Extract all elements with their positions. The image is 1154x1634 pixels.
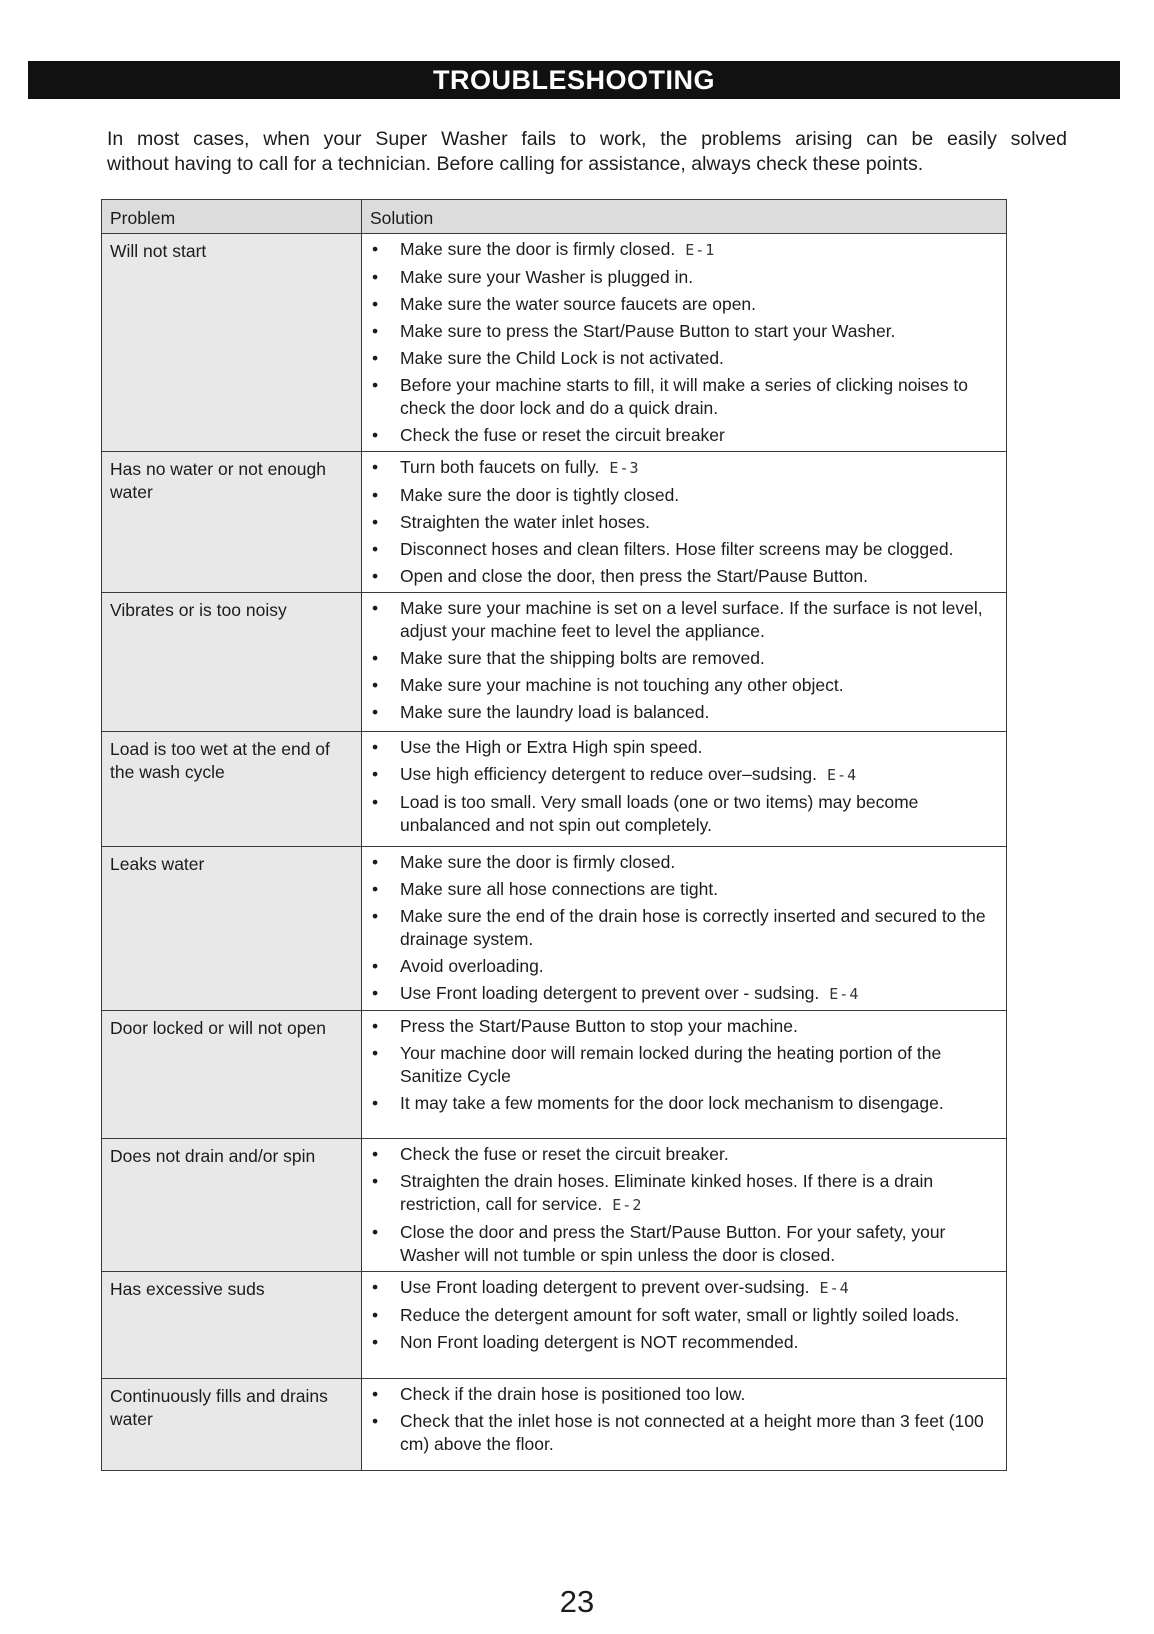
solution-text: Close the door and press the Start/Pause Button. For your safety, your Washer will not tumble or spin unless the door is closed. (400, 1222, 946, 1265)
solution-text: Make sure your Washer is plugged in. (400, 267, 694, 287)
solution-text: Press the Start/Pause Button to stop your machine. (400, 1016, 798, 1036)
problem-column-header: Problem (102, 200, 362, 234)
solution-text: Check the fuse or reset the circuit breaker. (400, 1144, 729, 1164)
solution-text: Check if the drain hose is positioned too low. (400, 1384, 746, 1404)
bullet-icon: • (372, 294, 379, 314)
error-code: E-1 (685, 241, 716, 259)
bullet-icon: • (372, 239, 379, 259)
solution-text: Use the High or Extra High spin speed. (400, 737, 703, 757)
solution-item (370, 763, 1000, 787)
bullet-icon: • (372, 267, 379, 287)
bullet-icon: • (372, 675, 379, 695)
solution-item (370, 736, 1000, 759)
error-code: E-4 (829, 985, 860, 1003)
bullet-icon: • (372, 852, 379, 872)
bullet-icon: • (372, 648, 379, 668)
bullet-icon: • (372, 425, 379, 445)
bullet-icon: • (372, 983, 379, 1003)
table-row (102, 593, 1007, 732)
solution-item (370, 1276, 1000, 1300)
solution-item (370, 293, 1000, 316)
table-row (102, 452, 1007, 593)
solution-text: Check that the inlet hose is not connected at a height more than 3 feet (100 cm) above the floor. (400, 1411, 984, 1454)
solution-item (370, 511, 1000, 534)
solution-item (370, 1143, 1000, 1166)
bullet-icon: • (372, 321, 379, 341)
bullet-icon: • (372, 512, 379, 532)
solution-item (370, 1331, 1000, 1354)
solution-list (370, 597, 1000, 724)
solution-cell (362, 234, 1007, 452)
solution-item (370, 374, 1000, 420)
solution-cell (362, 847, 1007, 1011)
bullet-icon: • (372, 1144, 379, 1164)
bullet-icon: • (372, 702, 379, 722)
solution-item (370, 565, 1000, 588)
solution-text: Make sure the Child Lock is not activated. (400, 348, 724, 368)
solution-text: Use high efficiency detergent to reduce over–sudsing. (400, 764, 818, 784)
solution-text: Make sure that the shipping bolts are removed. (400, 648, 765, 668)
solution-item (370, 1015, 1000, 1038)
solution-cell (362, 1139, 1007, 1272)
solution-item (370, 674, 1000, 697)
troubleshooting-table (101, 199, 1007, 1471)
solution-text: Use Front loading detergent to prevent over-sudsing. (400, 1277, 810, 1297)
page-title-bar (28, 61, 1120, 99)
solution-item (370, 266, 1000, 289)
intro-line-2: without having to call for a technician. Before calling for assistance, always check these points. (107, 153, 924, 175)
bullet-icon: • (372, 1043, 379, 1063)
solution-list (370, 456, 1000, 588)
solution-item (370, 851, 1000, 874)
solution-item (370, 1042, 1000, 1088)
solution-list (370, 1383, 1000, 1456)
bullet-icon: • (372, 1171, 379, 1191)
error-code: E-3 (609, 459, 640, 477)
bullet-icon: • (372, 956, 379, 976)
solution-text: Your machine door will remain locked during the heating portion of the Sanitize Cycle (400, 1043, 942, 1086)
solution-cell (362, 732, 1007, 847)
solution-text: Turn both faucets on fully. (400, 457, 600, 477)
solution-list (370, 1276, 1000, 1354)
solution-text: Check the fuse or reset the circuit breaker (400, 425, 725, 445)
solution-text: Straighten the drain hoses. Eliminate kinked hoses. If there is a drain restriction, call for service. (400, 1171, 934, 1214)
solution-text: Make sure all hose connections are tight. (400, 879, 719, 899)
table-row (102, 234, 1007, 452)
solution-list (370, 1015, 1000, 1115)
problem-cell: Load is too wet at the end of the wash cycle (102, 732, 362, 847)
solution-item (370, 1170, 1000, 1217)
solution-text: Make sure the laundry load is balanced. (400, 702, 710, 722)
table-row (102, 1272, 1007, 1379)
solution-text: Open and close the door, then press the Start/Pause Button. (400, 566, 868, 586)
solution-text: Load is too small. Very small loads (one or two items) may become unbalanced and not spin out completely. (400, 792, 919, 835)
solution-item (370, 955, 1000, 978)
solution-text: Make sure the door is firmly closed. (400, 239, 676, 259)
solution-item (370, 424, 1000, 447)
solution-cell (362, 1011, 1007, 1139)
bullet-icon: • (372, 1277, 379, 1297)
bullet-icon: • (372, 1332, 379, 1352)
solution-item (370, 456, 1000, 480)
solution-text: Reduce the detergent amount for soft water, small or lightly soiled loads. (400, 1305, 960, 1325)
bullet-icon: • (372, 348, 379, 368)
bullet-icon: • (372, 566, 379, 586)
problem-cell: Continuously fills and drains water (102, 1379, 362, 1471)
problem-cell: Leaks water (102, 847, 362, 1011)
solution-list (370, 1143, 1000, 1267)
bullet-icon: • (372, 598, 379, 618)
bullet-icon: • (372, 375, 379, 395)
error-code: E-4 (827, 766, 858, 784)
page-title: TROUBLESHOOTING (433, 64, 715, 95)
solution-text: Make sure your machine is set on a level surface. If the surface is not level, adjust your machine feet to level the appliance. (400, 598, 983, 641)
bullet-icon: • (372, 879, 379, 899)
solution-text: Non Front loading detergent is NOT recommended. (400, 1332, 799, 1352)
solution-item (370, 647, 1000, 670)
bullet-icon: • (372, 737, 379, 757)
table-row (102, 1011, 1007, 1139)
solution-text: Make sure the door is firmly closed. (400, 852, 676, 872)
table-row (102, 732, 1007, 847)
solution-text: Make sure to press the Start/Pause Button to start your Washer. (400, 321, 896, 341)
solution-text: Disconnect hoses and clean filters. Hose filter screens may be clogged. (400, 539, 954, 559)
solution-item (370, 791, 1000, 837)
bullet-icon: • (372, 1093, 379, 1113)
solution-item (370, 1304, 1000, 1327)
problem-cell: Door locked or will not open (102, 1011, 362, 1139)
solution-column-header: Solution (362, 200, 1007, 234)
solution-cell (362, 1272, 1007, 1379)
table-row (102, 1139, 1007, 1272)
bullet-icon: • (372, 1411, 379, 1431)
solution-item (370, 1221, 1000, 1267)
bullet-icon: • (372, 906, 379, 926)
problem-cell: Vibrates or is too noisy (102, 593, 362, 732)
page-number: 23 (559, 1584, 595, 1619)
solution-text: Make sure the door is tightly closed. (400, 485, 680, 505)
solution-item (370, 238, 1000, 262)
bullet-icon: • (372, 539, 379, 559)
bullet-icon: • (372, 485, 379, 505)
solution-cell (362, 1379, 1007, 1471)
bullet-icon: • (372, 1305, 379, 1325)
solution-cell (362, 452, 1007, 593)
solution-item (370, 320, 1000, 343)
solution-item (370, 1092, 1000, 1115)
solution-item (370, 538, 1000, 561)
solution-text: It may take a few moments for the door lock mechanism to disengage. (400, 1093, 944, 1113)
solution-text: Avoid overloading. (400, 956, 544, 976)
solution-item (370, 878, 1000, 901)
solution-item (370, 597, 1000, 643)
solution-item (370, 905, 1000, 951)
solution-item (370, 701, 1000, 724)
solution-text: Make sure the water source faucets are open. (400, 294, 757, 314)
bullet-icon: • (372, 1016, 379, 1036)
solution-text: Make sure the end of the drain hose is correctly inserted and secured to the drainage system. (400, 906, 986, 949)
solution-text: Before your machine starts to fill, it will make a series of clicking noises to check the door lock and do a quick drain. (400, 375, 968, 418)
solution-text: Use Front loading detergent to prevent over - sudsing. (400, 983, 820, 1003)
problem-cell: Does not drain and/or spin (102, 1139, 362, 1272)
solution-list (370, 851, 1000, 1006)
solution-text: Straighten the water inlet hoses. (400, 512, 651, 532)
solution-item (370, 982, 1000, 1006)
problem-cell: Has no water or not enough water (102, 452, 362, 593)
table-body (102, 234, 1007, 1471)
bullet-icon: • (372, 1222, 379, 1242)
error-code: E-2 (612, 1196, 643, 1214)
intro-paragraph (107, 127, 1067, 177)
solution-cell (362, 593, 1007, 732)
bullet-icon: • (372, 1384, 379, 1404)
table-row (102, 1379, 1007, 1471)
solution-list (370, 238, 1000, 447)
intro-line-1: In most cases, when your Super Washer fails to work, the problems arising can be easily solved (107, 128, 1067, 150)
bullet-icon: • (372, 792, 379, 812)
bullet-icon: • (372, 764, 379, 784)
table-row (102, 847, 1007, 1011)
solution-list (370, 736, 1000, 837)
bullet-icon: • (372, 457, 379, 477)
error-code: E-4 (819, 1279, 850, 1297)
solution-item (370, 1383, 1000, 1406)
problem-cell: Has excessive suds (102, 1272, 362, 1379)
solution-item (370, 1410, 1000, 1456)
solution-text: Make sure your machine is not touching any other object. (400, 675, 844, 695)
solution-item (370, 484, 1000, 507)
solution-item (370, 347, 1000, 370)
problem-cell: Will not start (102, 234, 362, 452)
table-header-row (102, 200, 1007, 234)
